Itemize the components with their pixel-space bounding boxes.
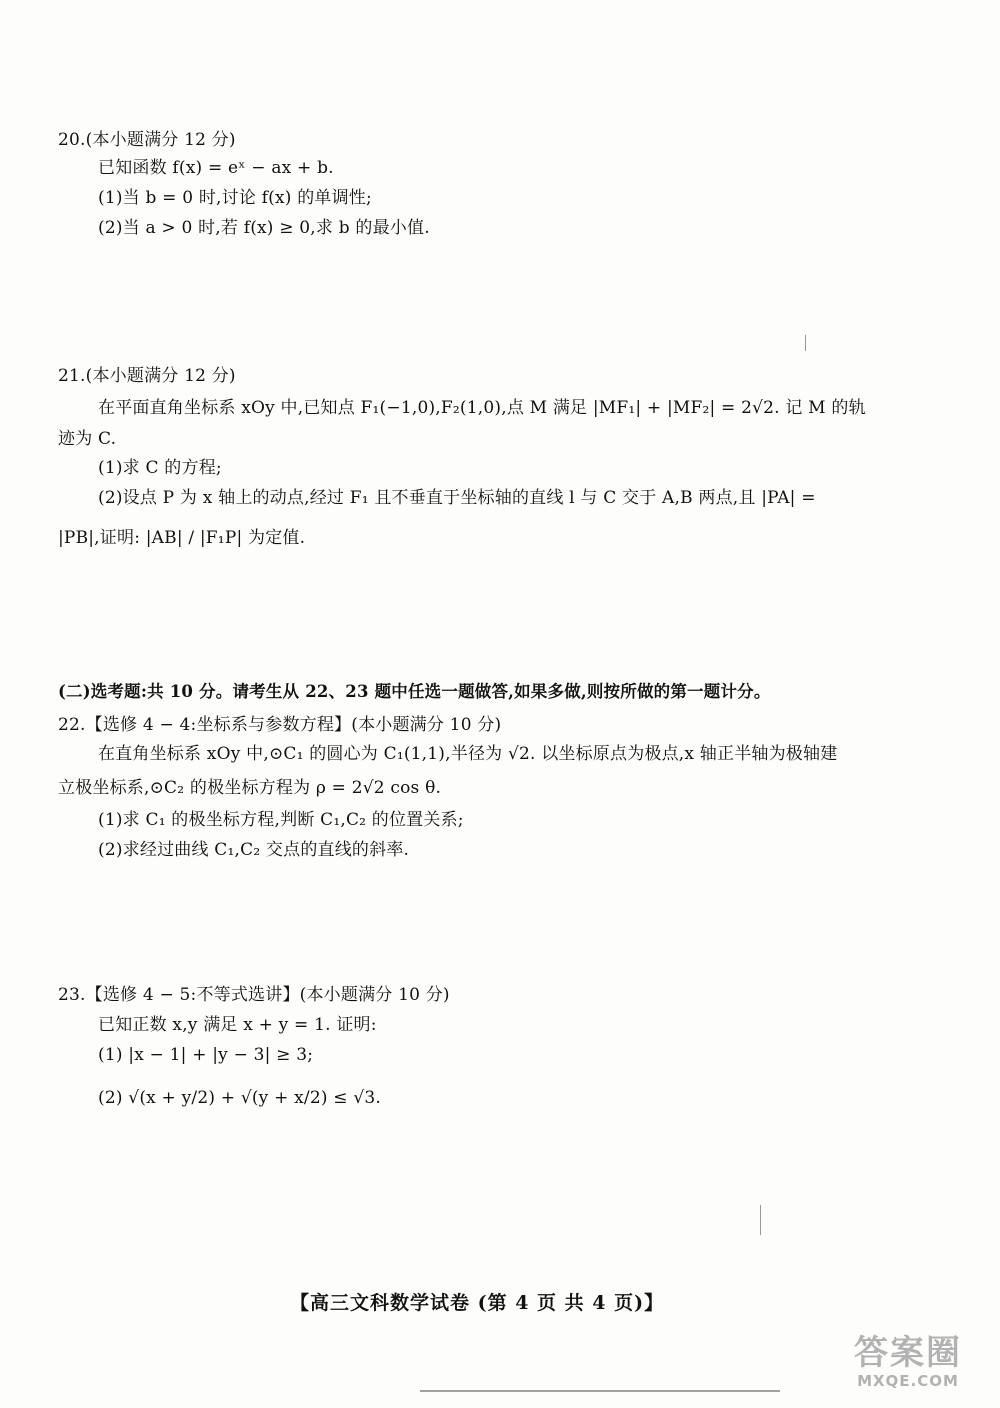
watermark-url: MXQE.COM xyxy=(857,1372,959,1390)
q23-stem: 已知正数 x,y 满足 x + y = 1. 证明: xyxy=(98,1015,377,1035)
q22-stem-line1: 在直角坐标系 xOy 中,⊙C₁ 的圆心为 C₁(1,1),半径为 √2. 以坐标原点为极点,x 轴正半轴为极轴建 xyxy=(98,744,838,764)
q20-part2: (2)当 a > 0 时,若 f(x) ≥ 0,求 b 的最小值. xyxy=(98,218,430,238)
scan-mark xyxy=(760,1205,761,1235)
q20-part1: (1)当 b = 0 时,讨论 f(x) 的单调性; xyxy=(98,188,372,208)
q21-part2-line2: |PB|,证明: |AB| / |F₁P| 为定值. xyxy=(58,528,306,548)
q21-stem-line1: 在平面直角坐标系 xOy 中,已知点 F₁(−1,0),F₂(1,0),点 M 满足 |MF₁| + |MF₂| = 2√2. 记 M 的轨 xyxy=(98,398,866,418)
q22-title: 22.【选修 4 − 4:坐标系与参数方程】(本小题满分 10 分) xyxy=(58,715,502,735)
q22-part2: (2)求经过曲线 C₁,C₂ 交点的直线的斜率. xyxy=(98,840,410,860)
scan-mark xyxy=(805,335,806,351)
q21-part2-line1: (2)设点 P 为 x 轴上的动点,经过 F₁ 且不垂直于坐标轴的直线 l 与 C 交于 A,B 两点,且 |PA| = xyxy=(98,488,816,508)
page-footer: 【高三文科数学试卷 (第 4 页 共 4 页)】 xyxy=(290,1292,665,1314)
watermark-logo: 答案圈 xyxy=(854,1333,962,1373)
q22-part1: (1)求 C₁ 的极坐标方程,判断 C₁,C₂ 的位置关系; xyxy=(98,810,464,830)
q20-stem: 已知函数 f(x) = eˣ − ax + b. xyxy=(98,158,334,178)
q23-part1: (1) |x − 1| + |y − 3| ≥ 3; xyxy=(98,1045,314,1065)
q20-title: 20.(本小题满分 12 分) xyxy=(58,130,236,150)
q23-part2: (2) √(x + y/2) + √(y + x/2) ≤ √3. xyxy=(98,1088,382,1108)
scan-edge-line xyxy=(420,1390,780,1392)
watermark xyxy=(838,1334,978,1390)
q21-part1: (1)求 C 的方程; xyxy=(98,458,222,478)
q23-title: 23.【选修 4 − 5:不等式选讲】(本小题满分 10 分) xyxy=(58,985,450,1005)
section2-heading: (二)选考题:共 10 分。请考生从 22、23 题中任选一题做答,如果多做,则按所做的第一题计分。 xyxy=(58,682,771,701)
q22-stem-line2: 立极坐标系,⊙C₂ 的极坐标方程为 ρ = 2√2 cos θ. xyxy=(58,778,442,798)
q21-stem-line2: 迹为 C. xyxy=(58,429,117,449)
q21-title: 21.(本小题满分 12 分) xyxy=(58,366,236,386)
